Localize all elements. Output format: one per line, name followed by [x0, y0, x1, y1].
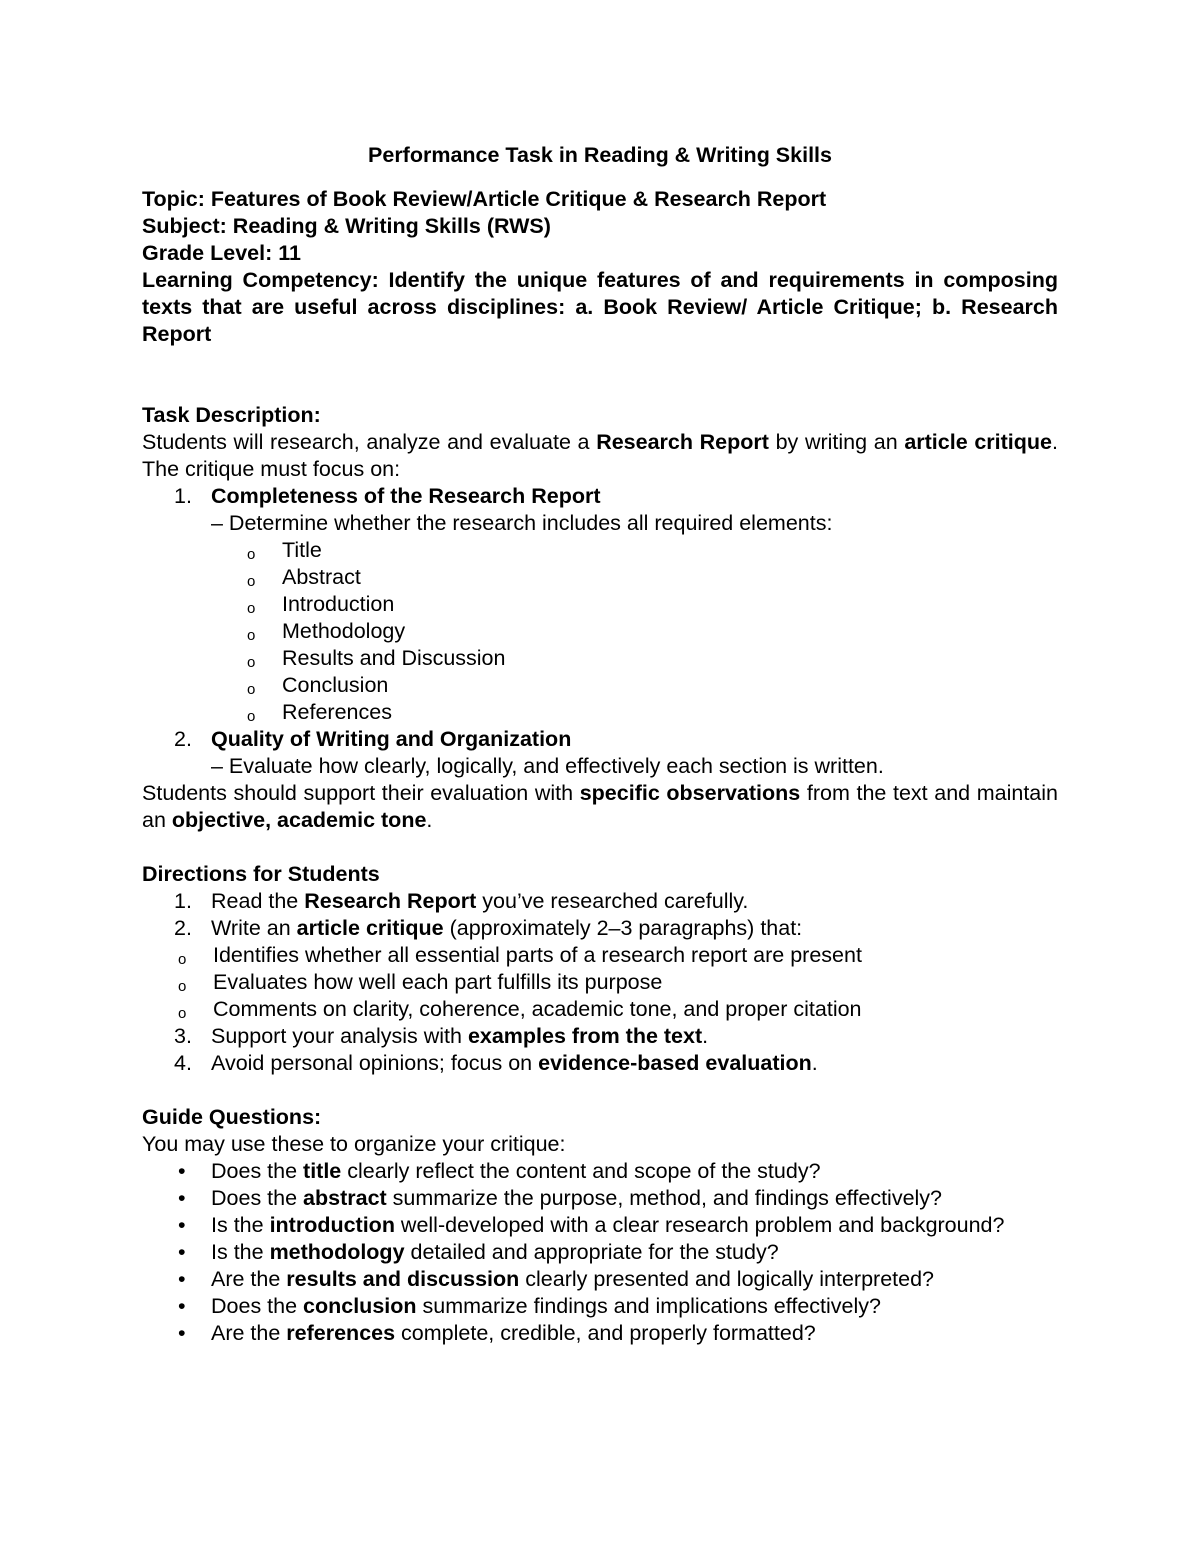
criterion-description: – Determine whether the research includes all required elements: — [211, 511, 833, 535]
circle-bullet-icon: o — [247, 681, 256, 698]
list-item: o Conclusion — [211, 672, 1058, 699]
topic-line: Topic: Features of Book Review/Article Critique & Research Report — [142, 187, 827, 211]
document-page — [142, 142, 1058, 1347]
list-item: o Comments on clarity, coherence, academic tone, and proper citation — [142, 996, 1058, 1023]
criterion-title: Quality of Writing and Organization — [211, 727, 572, 751]
list-item: o Title — [211, 537, 1058, 564]
task-description-heading: Task Description: — [142, 403, 321, 427]
direction-item: 1. Read the Research Report you’ve researched carefully. — [174, 889, 749, 913]
bullet-dot-icon: • — [178, 1267, 186, 1291]
question-item: • Are the references complete, credible, and properly formatted? — [178, 1321, 816, 1345]
guide-questions-heading: Guide Questions: — [142, 1105, 322, 1129]
bullet-dot-icon: • — [178, 1213, 186, 1237]
circle-bullet-icon: o — [247, 708, 256, 725]
question-item: • Does the abstract summarize the purpose, method, and findings effectively? — [178, 1186, 943, 1210]
direction-item: 3. Support your analysis with examples from the text. — [174, 1024, 709, 1048]
criterion-item: 2. Quality of Writing and Organization – Evaluate how clearly, logically, and effectively each section is written. — [142, 726, 1058, 780]
list-item: o Methodology — [211, 618, 1058, 645]
learning-competency: Learning Competency: Identify the unique features of and requirements in composing texts that are useful across disciplines: a. Book Review/ Article Critique; b. Research Report — [142, 268, 1058, 346]
question-item: • Does the conclusion summarize findings and implications effectively? — [178, 1294, 881, 1318]
support-paragraph: Students should support their evaluation with specific observations from the text and maintain an objective, academic tone. — [142, 781, 1058, 832]
critique-requirements-list — [142, 942, 1058, 1023]
task-intro-paragraph: Students will research, analyze and evaluate a Research Report by writing an article critique. The critique must focus on: — [142, 430, 1058, 481]
circle-bullet-icon: o — [178, 1005, 187, 1022]
circle-bullet-icon: o — [247, 573, 256, 590]
list-item: o Identifies whether all essential parts of a research report are present — [142, 942, 1058, 969]
list-item: o Evaluates how well each part fulfills its purpose — [142, 969, 1058, 996]
bullet-dot-icon: • — [178, 1294, 186, 1318]
page-title: Performance Task in Reading & Writing Skills — [368, 143, 832, 167]
criterion-item: 1. Completeness of the Research Report – Determine whether the research includes all required elements: o Title o Abstract o Introduction o Methodology o Results and Discussion o Conclusion o References — [142, 483, 1058, 726]
bullet-dot-icon: • — [178, 1321, 186, 1345]
circle-bullet-icon: o — [247, 627, 256, 644]
question-item: • Does the title clearly reflect the content and scope of the study? — [178, 1159, 821, 1183]
grade-level-line: Grade Level: 11 — [142, 241, 301, 265]
bullet-dot-icon: • — [178, 1186, 186, 1210]
critique-criteria-list — [142, 483, 1058, 780]
guide-questions-list — [142, 1158, 1058, 1347]
bullet-dot-icon: • — [178, 1159, 186, 1183]
list-item: o Introduction — [211, 591, 1058, 618]
directions-heading: Directions for Students — [142, 862, 380, 886]
criterion-description: – Evaluate how clearly, logically, and effectively each section is written. — [211, 754, 884, 778]
subject-line: Subject: Reading & Writing Skills (RWS) — [142, 214, 551, 238]
question-item: • Is the methodology detailed and appropriate for the study? — [178, 1240, 779, 1264]
circle-bullet-icon: o — [247, 546, 256, 563]
circle-bullet-icon: o — [178, 951, 187, 968]
direction-item: 2. Write an article critique (approximately 2–3 paragraphs) that: o Identifies whether all essential parts of a research report are present o Evaluates how well each part fulfills its purpose o Comments on clarity, coherence, academic tone, and proper citation — [142, 915, 1058, 1023]
circle-bullet-icon: o — [247, 654, 256, 671]
list-item: o References — [211, 699, 1058, 726]
criterion-title: Completeness of the Research Report — [211, 484, 601, 508]
directions-list — [142, 888, 1058, 1077]
question-item: • Are the results and discussion clearly presented and logically interpreted? — [178, 1267, 934, 1291]
bullet-dot-icon: • — [178, 1240, 186, 1264]
circle-bullet-icon: o — [178, 978, 187, 995]
guide-intro: You may use these to organize your critique: — [142, 1132, 566, 1156]
circle-bullet-icon: o — [247, 600, 256, 617]
question-item: • Is the introduction well-developed with a clear research problem and background? — [178, 1213, 1005, 1237]
list-item: o Results and Discussion — [211, 645, 1058, 672]
direction-item: 4. Avoid personal opinions; focus on evidence-based evaluation. — [174, 1051, 818, 1075]
required-elements-list — [211, 537, 1058, 726]
list-item: o Abstract — [211, 564, 1058, 591]
